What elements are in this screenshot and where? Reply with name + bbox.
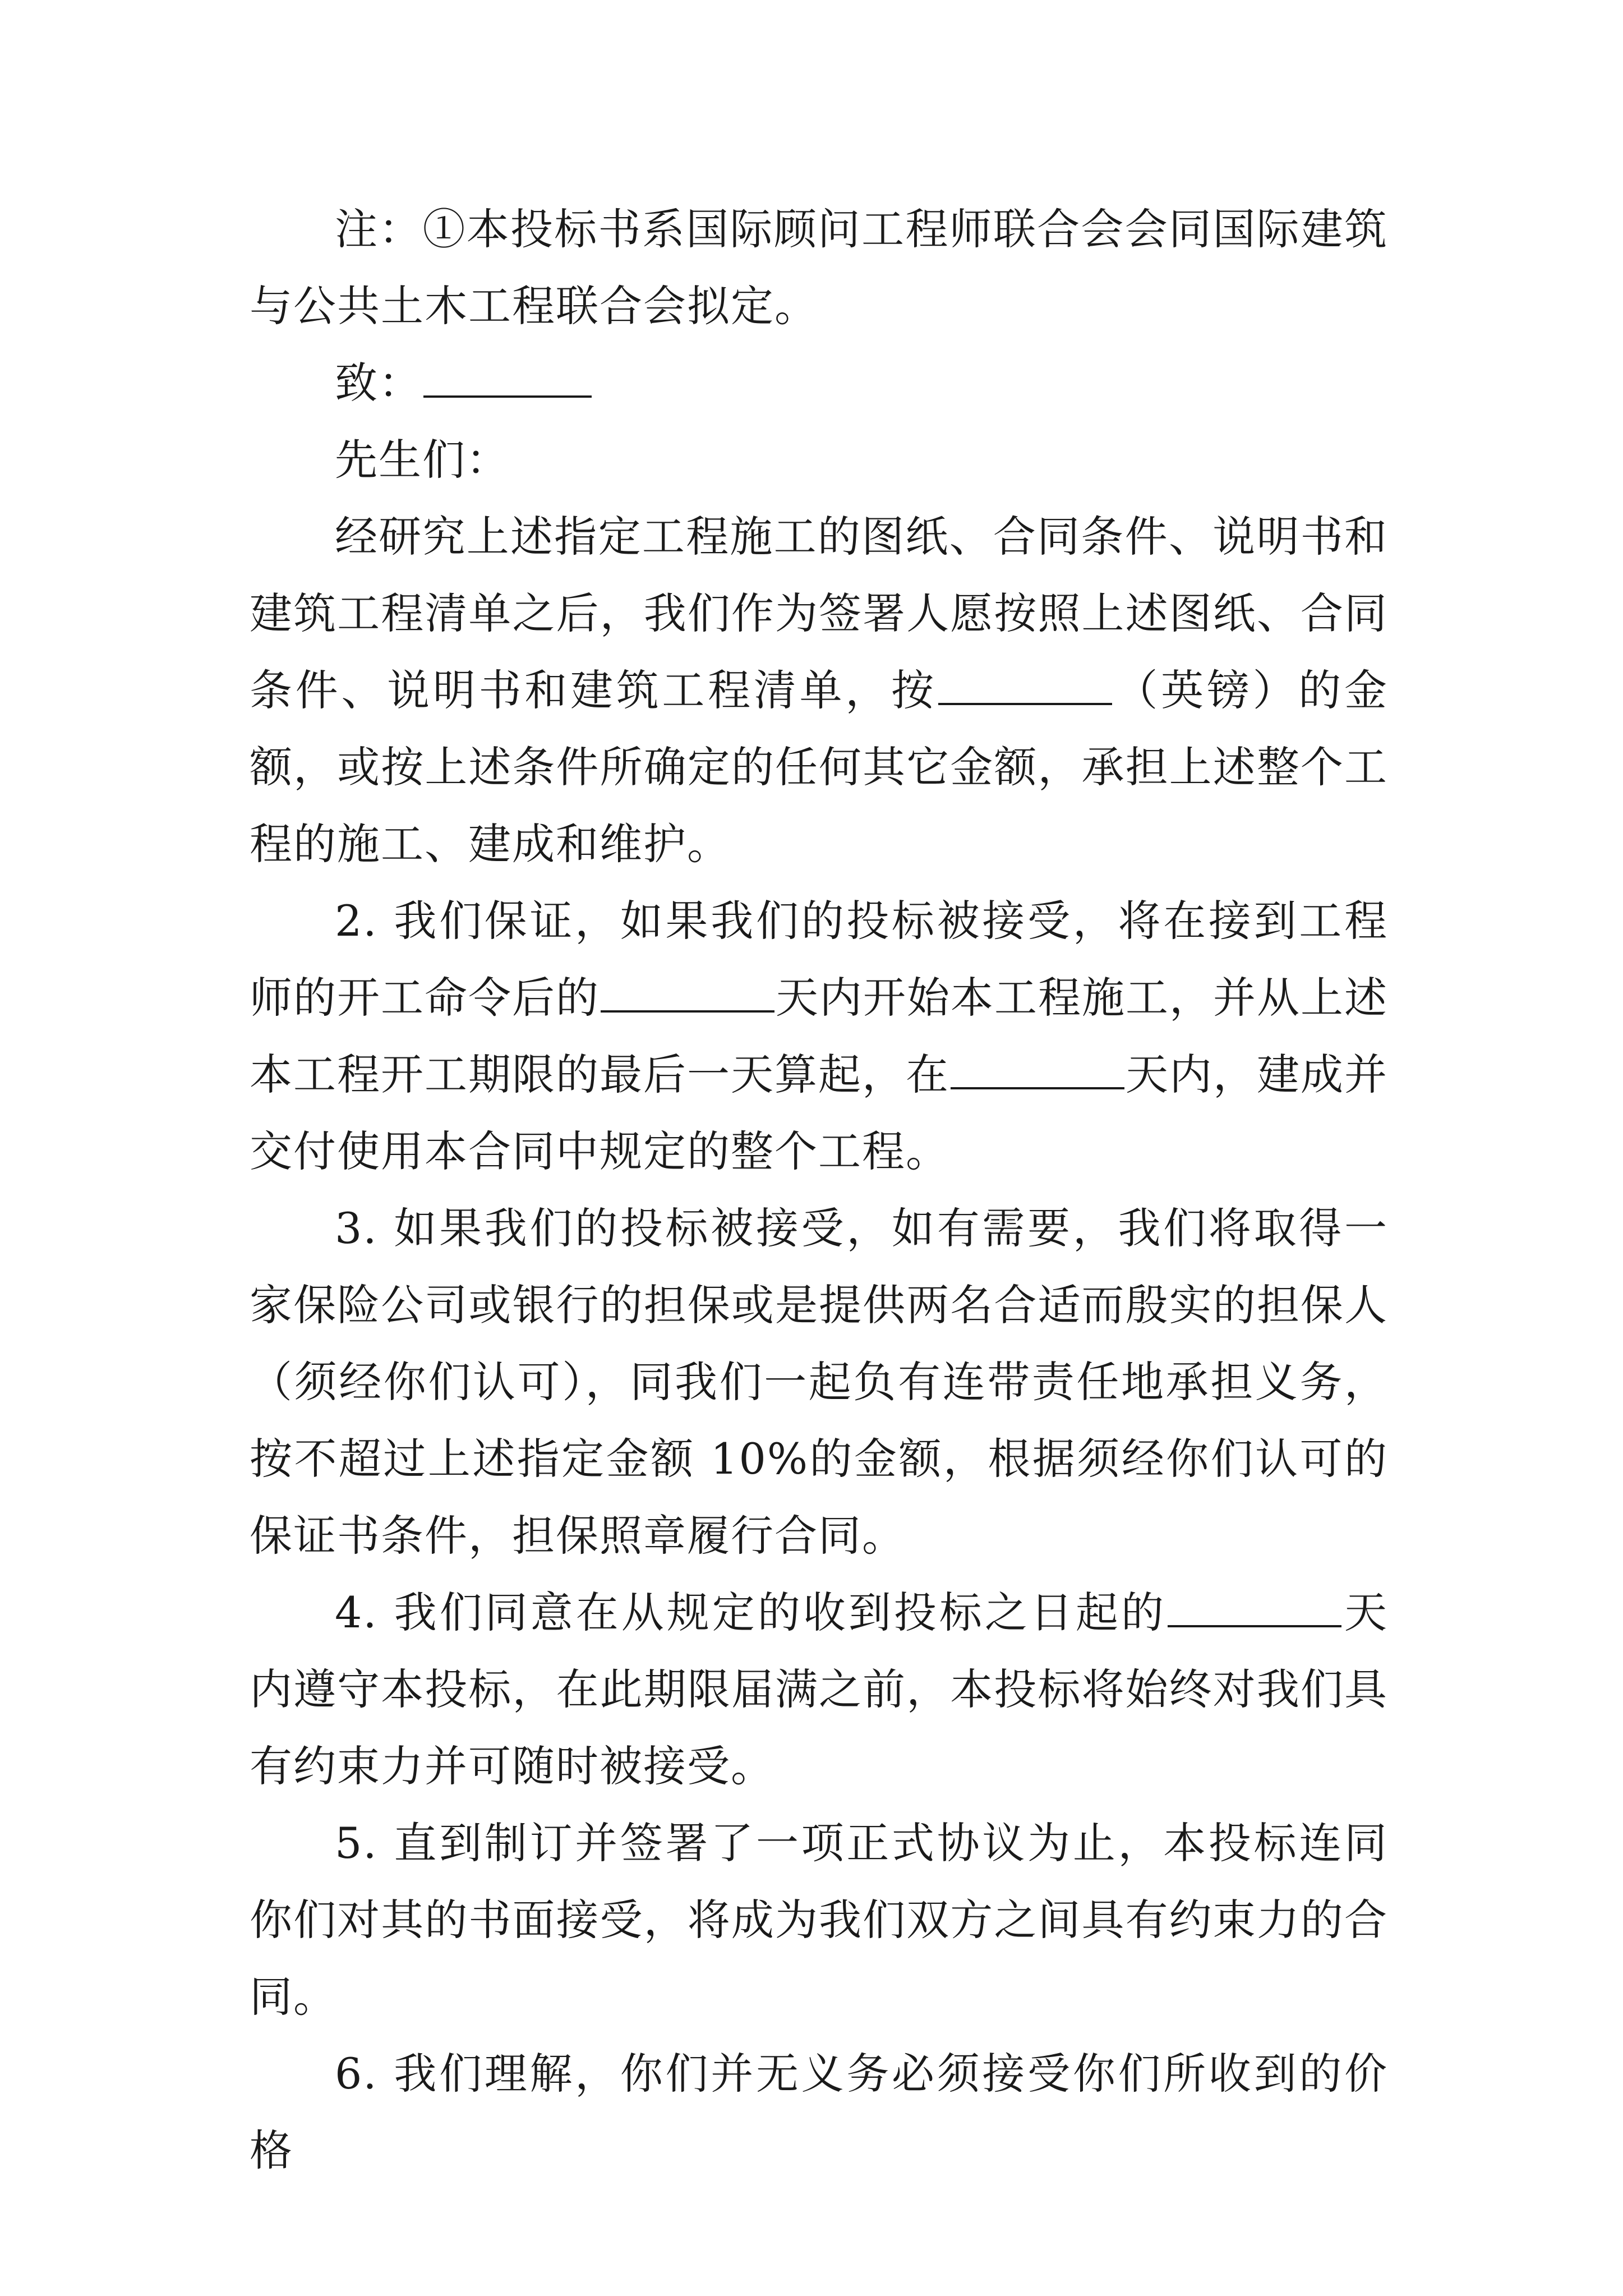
paragraph-2-text-a: 2. 我们保证，如果我们的投标被接受，将在接到工程师的开工命令后的	[250, 896, 1388, 1023]
paragraph-6-text: 6. 我们理解，你们并无义务必须接受你们所收到的价格	[250, 2049, 1388, 2175]
paragraph-1	[250, 498, 1388, 882]
start-days-blank[interactable]	[601, 970, 774, 1013]
paragraph-2-text-b: 天内开始本工程施工，并从上述本工程开工期限的最后一天算起，在	[250, 973, 1388, 1099]
paragraph-1-text-a: 经研究上述指定工程施工的图纸、合同条件、说明书和建筑工程清单之后，我们作为签署人愿按照上述图纸、合同条件、说明书和建筑工程清单，按	[250, 512, 1388, 715]
paragraph-6	[250, 2035, 1388, 2189]
salutation-text: 先生们：	[335, 435, 510, 485]
paragraph-3	[250, 1190, 1388, 1574]
paragraph-4-text-b: 天内遵守本投标，在此期限届满之前，本投标将始终对我们具有约束力并可随时被接受。	[250, 1588, 1389, 1791]
paragraph-4	[250, 1574, 1388, 1805]
addressee-blank[interactable]	[423, 355, 592, 398]
addressee-line	[250, 344, 1388, 421]
paragraph-1-text-b: （英镑）的金额，或按上述条件所确定的任何其它金额，承担上述整个工程的施工、建成和维护。	[250, 665, 1389, 869]
paragraph-4-text-a: 4. 我们同意在从规定的收到投标之日起的	[335, 1588, 1166, 1637]
paragraph-3-text: 3. 如果我们的投标被接受，如有需要，我们将取得一家保险公司或银行的担保或是提供两名合适而殷实的担保人（须经你们认可），同我们一起负有连带责任地承担义务，按不超过上述指定金额 10%的金额，根据须经你们认可的保证书条件，担保照章履行合同。	[250, 1203, 1388, 1561]
paragraph-5-text: 5. 直到制订并签署了一项正式协议为止，本投标连同你们对其的书面接受，将成为我们双方之间具有约束力的合同。	[250, 1818, 1388, 2022]
salutation	[250, 421, 1388, 498]
amount-blank[interactable]	[938, 662, 1112, 705]
document-page	[250, 191, 1388, 2189]
paragraph-5	[250, 1805, 1388, 2035]
completion-days-blank[interactable]	[951, 1047, 1124, 1089]
to-label: 致：	[335, 358, 422, 408]
validity-days-blank[interactable]	[1168, 1585, 1341, 1627]
note-text: 注：①本投标书系国际顾问工程师联合会会同国际建筑与公共土木工程联合会拟定。	[250, 204, 1388, 331]
note-paragraph	[250, 191, 1388, 344]
paragraph-2	[250, 882, 1388, 1190]
paragraph-2-text-c: 天内，建成并交付使用本合同中规定的整个工程。	[250, 1050, 1388, 1176]
